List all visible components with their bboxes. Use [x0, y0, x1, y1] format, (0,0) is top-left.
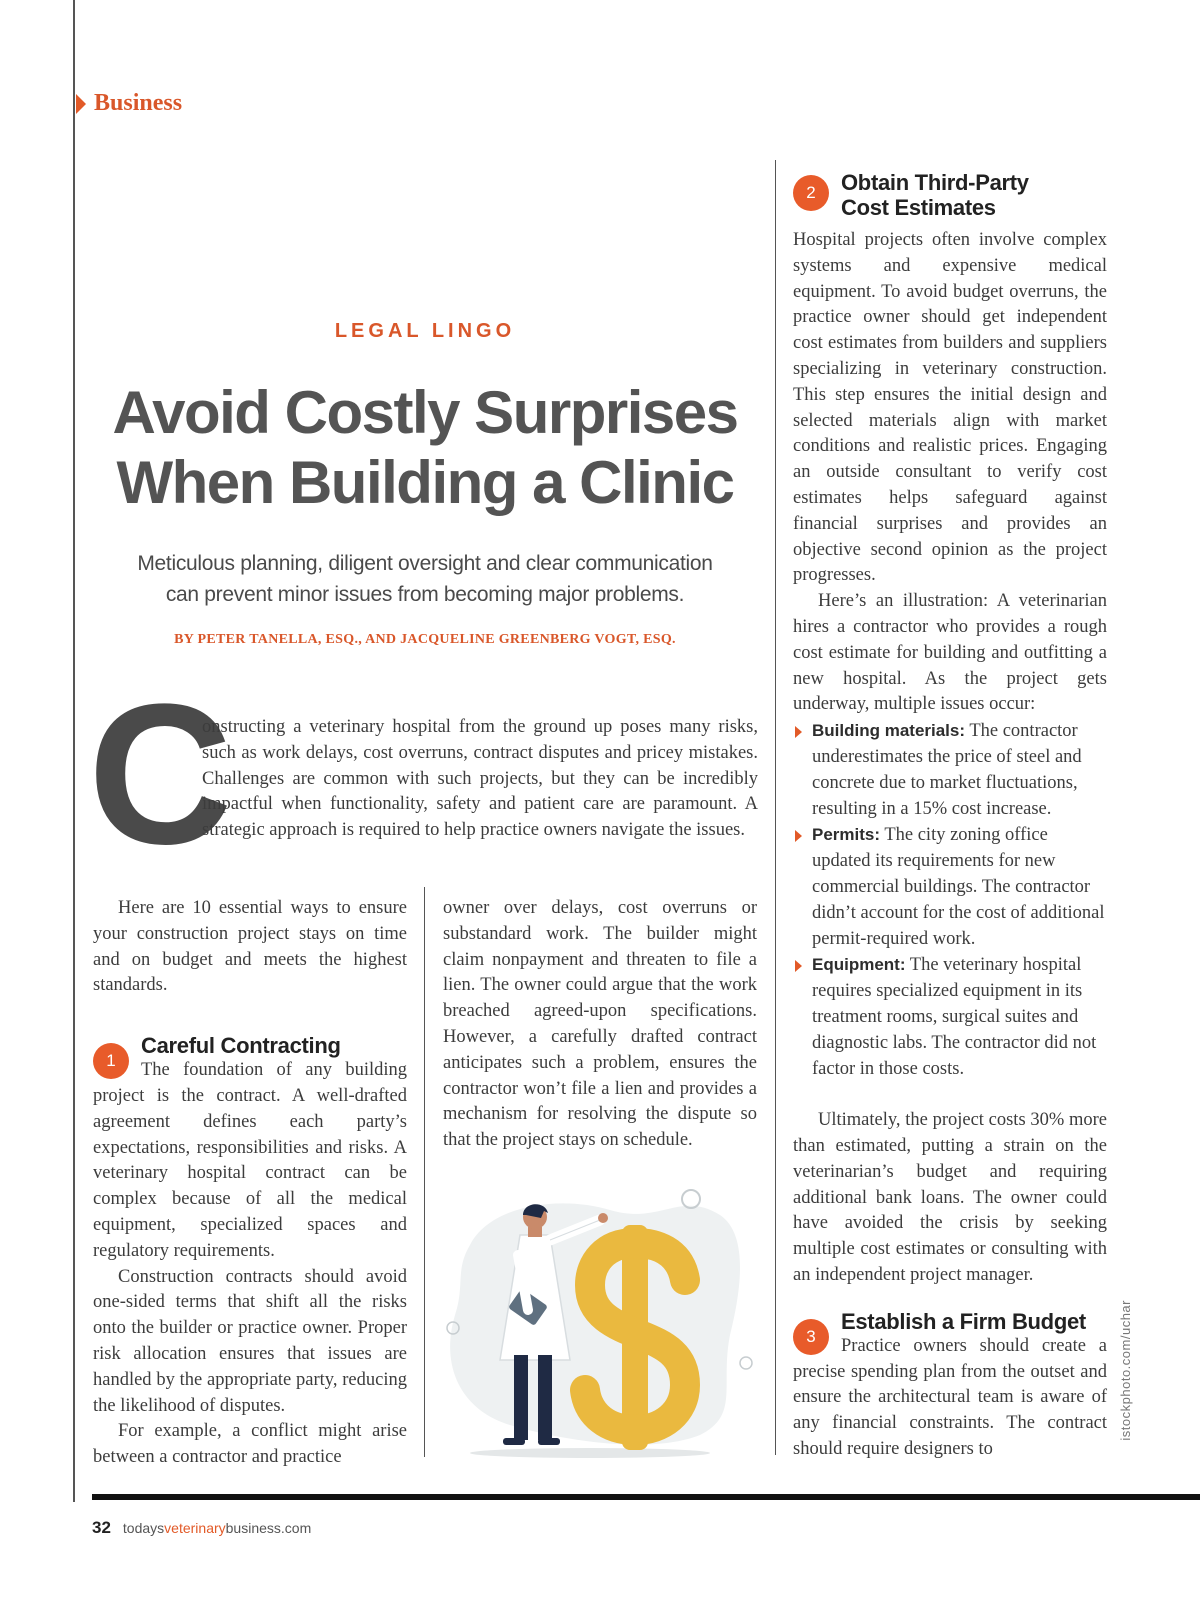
col3-paragraph-2: Here’s an illustration: A veterinarian hires a contractor who provides a rough cost estimate for building and outfitting a new hospital. As the project gets underway, multiple issues occur:	[793, 591, 1107, 715]
floor-shadow	[470, 1448, 710, 1458]
cost-issues-list	[793, 718, 1107, 1082]
section-2-title-line-2: Cost Estimates	[841, 195, 996, 220]
deck	[110, 548, 740, 610]
drop-cap: C	[88, 663, 233, 886]
column-3	[793, 228, 1107, 1463]
bullet-triangle-icon	[795, 726, 802, 738]
site-url-part-3: business.com	[225, 1520, 312, 1536]
page-number: 32	[92, 1518, 111, 1537]
bullet-text: The veterinary hospital requires specialized equipment in its treatment rooms, surgical suites and diagnostic labs. The contractor did not factor in those costs.	[812, 955, 1097, 1079]
headline	[95, 378, 755, 518]
veterinarian-dollar-illustration	[440, 1185, 755, 1460]
section-3-heading	[793, 1308, 1107, 1346]
footer-rule	[92, 1494, 1200, 1500]
decor-circle-right	[740, 1357, 752, 1369]
list-item	[793, 718, 1107, 822]
bullet-label: Building materials:	[812, 721, 966, 741]
col1-paragraph-2	[93, 1058, 407, 1264]
column-1	[93, 896, 407, 1471]
section-3-title: Establish a Firm Budget	[841, 1308, 1086, 1334]
deck-line-2: can prevent minor issues from becoming major problems.	[165, 583, 685, 606]
section-label: Business	[94, 90, 183, 116]
col1-paragraph-1: Here are 10 essential ways to ensure your construction project stays on time and on budget and meets the highest standards.	[93, 898, 407, 996]
site-url-part-1: todays	[122, 1520, 165, 1536]
col2-paragraph-1: owner over delays, cost overruns or substandard work. The builder might claim nonpayment and threaten to file a lien. The owner could argue that the work breached agreed-upon specifications. However, a carefully drafted contract anticipates such a problem, ensures the contractor won’t file a lien and provides a mechanism for resolving the dispute so that the project stays on schedule.	[443, 898, 757, 1151]
bullet-label: Equipment:	[812, 955, 906, 975]
list-item	[793, 952, 1107, 1082]
section-2-title-line-1: Obtain Third-Party	[841, 170, 1029, 195]
list-item	[793, 822, 1107, 952]
kicker: LEGAL LINGO	[334, 320, 516, 342]
section-2-number-badge: 2	[793, 175, 829, 211]
column-2	[443, 896, 757, 1154]
col1-paragraph-3: Construction contracts should avoid one-sided terms that shift all the risks onto the builder or practice owner. Proper risk allocation ensures that issues are handled by the appropriate party, reducing the likelihood of disputes.	[93, 1266, 407, 1416]
section-1-title: Careful Contracting	[141, 1033, 341, 1059]
deck-line-1: Meticulous planning, diligent oversight and clear communication	[137, 552, 713, 575]
headline-line-2: When Building a Clinic	[116, 449, 734, 516]
decor-circle-top	[682, 1190, 700, 1208]
photo-credit: istockphoto.com/uchar	[1118, 1300, 1133, 1441]
section-2-title	[841, 170, 1029, 220]
intro-paragraph	[202, 715, 758, 844]
col1-paragraph-2-text: The foundation of any building project is the contract. A well-drafted agreement defines each party’s expectations, responsibilities and risks. A veterinary hospital contract can be complex because of all the medical equipment, specialized spaces and regulatory requirements.	[93, 1060, 407, 1261]
col3-paragraph-3: Ultimately, the project costs 30% more than estimated, putting a strain on the veterinarian’s budget and requiring additional bank loans. The owner could have avoided the crisis by seeking multiple cost estimates or consulting with an independent project manager.	[793, 1110, 1107, 1286]
section-3-number-badge: 3	[793, 1319, 829, 1355]
triangle-marker-icon	[76, 94, 86, 114]
bullet-label: Permits:	[812, 825, 881, 845]
col3-paragraph-1: Hospital projects often involve complex systems and expensive medical equipment. To avoid budget overruns, the practice owner should get independent cost estimates from builders and suppliers specializing in veterinary construction. This step ensures the initial design and selected materials align with market conditions and realistic prices. Engaging an outside consultant to verify cost estimates helps safeguard against financial surprises and provides an objective second opinion as the project progresses.	[793, 230, 1107, 586]
intro-text: onstructing a veterinary hospital from the ground up poses many risks, such as work delays, cost overruns, contract disputes and pricey mistakes. Challenges are common with such projects, but they can be incredibly impactful when functionality, safety and patient care are paramount. A strategic approach is required to help practice owners navigate the issues.	[202, 717, 758, 841]
headline-line-1: Avoid Costly Surprises	[112, 379, 738, 446]
site-url-part-2: veterinary	[164, 1520, 226, 1536]
section-tag	[76, 90, 182, 117]
col3-paragraph-4-text: Practice owners should create a precise spending plan from the outset and ensure the architectural team is aware of any financial constraints. The contract should require designers to	[793, 1335, 1107, 1460]
bullet-triangle-icon	[795, 960, 802, 972]
byline: BY PETER TANELLA, ESQ., AND JACQUELINE GREENBERG VOGT, ESQ.	[174, 632, 676, 647]
section-1-heading	[93, 1033, 407, 1071]
section-1-number-badge: 1	[93, 1043, 129, 1079]
bullet-text: The contractor underestimates the price of steel and concrete due to market fluctuations, resulting in a 15% cost increase.	[812, 721, 1082, 819]
bullet-triangle-icon	[795, 830, 802, 842]
col3-paragraph-4	[793, 1334, 1107, 1463]
left-margin-rule	[73, 0, 75, 1502]
column-divider-1	[424, 887, 425, 1457]
col1-paragraph-4: For example, a conflict might arise between a contractor and practice	[93, 1421, 407, 1468]
column-divider-2	[775, 160, 776, 1455]
footer	[92, 1518, 311, 1538]
bullet-text: The city zoning office updated its requirements for new commercial buildings. The contractor didn’t account for the cost of additional permit-required work.	[812, 825, 1105, 949]
